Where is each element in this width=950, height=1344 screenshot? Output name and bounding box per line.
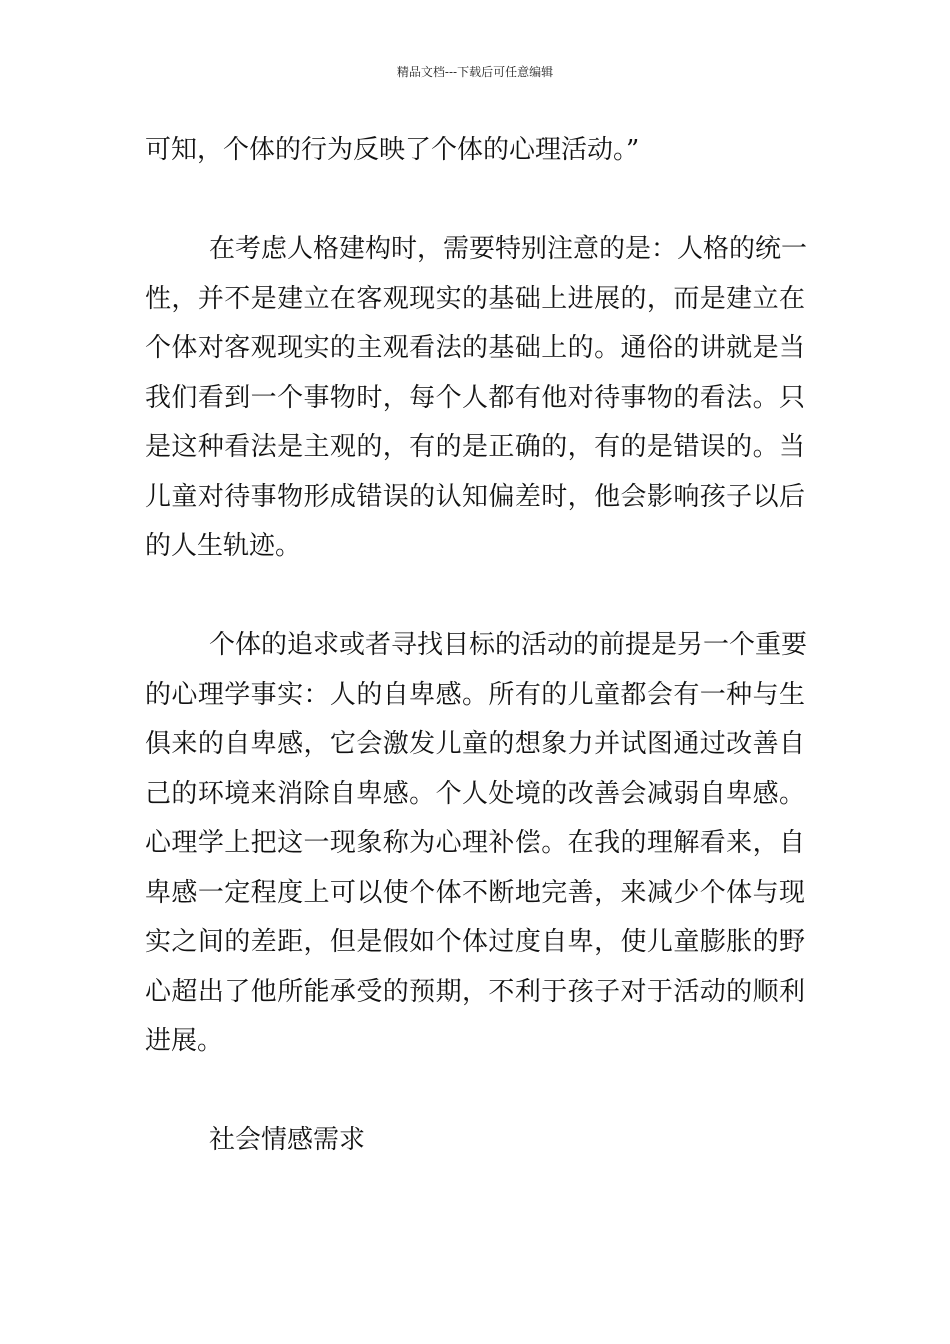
paragraph-gap (145, 176, 805, 226)
paragraph-3-line-9: 进展。 (145, 1026, 224, 1056)
section-heading: 社会情感需求 (209, 1125, 366, 1155)
document-body (145, 126, 808, 1166)
paragraph-2-line-1: 在考虑人格建构时，需要特别注意的是：人格的统一 (209, 234, 808, 264)
paragraph-3-line-5: 心理学上把这一现象称为心理补偿。在我的理解看来，自 (145, 828, 805, 858)
paragraph-3-line-2: 的心理学事实：人的自卑感。所有的儿童都会有一种与生 (145, 679, 805, 710)
paragraph-3-line-3: 俱来的自卑感，它会激发儿童的想象力并试图通过改善自 (145, 729, 805, 759)
paragraph-2-line-5: 是这种看法是主观的，有的是正确的，有的是错误的。当 (145, 432, 805, 462)
page-header: 精品文档---下载后可任意编辑 (396, 65, 554, 79)
paragraph-2-line-7: 的人生轨迹。 (145, 531, 302, 561)
paragraph-gap (145, 572, 805, 622)
paragraph-1-line-1: 可知，个体的行为反映了个体的心理活动。” (145, 135, 640, 165)
paragraph-3-line-8: 心超出了他所能承受的预期，不利于孩子对于活动的顺利 (145, 976, 805, 1007)
paragraph-2-line-6: 儿童对待事物形成错误的认知偏差时，他会影响孩子以后 (145, 481, 805, 512)
paragraph-gap (145, 1067, 805, 1117)
paragraph-3-line-4: 己的环境来消除自卑感。个人处境的改善会减弱自卑感。 (145, 778, 805, 809)
paragraph-3-line-7: 实之间的差距，但是假如个体过度自卑，使儿童膨胀的野 (145, 927, 805, 957)
paragraph-2-line-2: 性，并不是建立在客观现实的基础上进展的，而是建立在 (145, 283, 805, 314)
paragraph-3-line-6: 卑感一定程度上可以使个体不断地完善，来减少个体与现 (145, 877, 805, 908)
paragraph-2-line-3: 个体对客观现实的主观看法的基础上的。通俗的讲就是当 (145, 333, 805, 363)
paragraph-2-line-4: 我们看到一个事物时，每个人都有他对待事物的看法。只 (145, 382, 805, 413)
paragraph-3-line-1: 个体的追求或者寻找目标的活动的前提是另一个重要 (209, 630, 808, 660)
